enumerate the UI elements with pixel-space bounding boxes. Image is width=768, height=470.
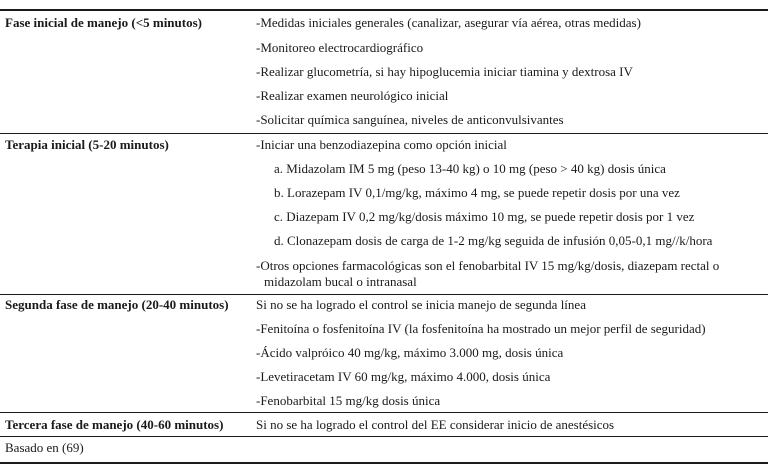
- list-item: Si no se ha logrado el control se inicia manejo de segunda línea: [256, 297, 586, 312]
- list-item: b. Lorazepam IV 0,1/mg/kg, máximo 4 mg, se puede repetir dosis por una vez: [274, 185, 680, 200]
- list-item: -Fenitoína o fosfenitoína IV (la fosfenitoína ha mostrado un mejor perfil de seguridad): [256, 321, 706, 336]
- list-item: -Monitoreo electrocardiográfico: [256, 40, 424, 55]
- list-item: -Realizar examen neurológico inicial: [256, 88, 449, 103]
- phase-initial-management: Fase inicial de manejo (<5 minutos): [5, 15, 202, 30]
- table-source-note: Basado en (69): [5, 440, 84, 455]
- phase-initial-therapy: Terapia inicial (5-20 minutos): [5, 137, 169, 152]
- phase-third-management: Tercera fase de manejo (40-60 minutos): [5, 417, 224, 432]
- list-item: c. Diazepam IV 0,2 mg/kg/dosis máximo 10 mg, se puede repetir dosis por 1 vez: [274, 209, 695, 224]
- row-divider: [0, 294, 768, 295]
- list-item: -Medidas iniciales generales (canalizar, asegurar vía aérea, otras medidas): [256, 15, 641, 30]
- list-item-continuation: midazolam bucal o intranasal: [264, 274, 417, 289]
- list-item: -Otros opciones farmacológicas son el fenobarbital IV 15 mg/kg/dosis, diazepam rectal o: [256, 258, 720, 273]
- list-item: a. Midazolam IM 5 mg (peso 13-40 kg) o 10 mg (peso > 40 kg) dosis única: [274, 161, 666, 176]
- row-divider: [0, 412, 768, 413]
- list-item: -Solicitar química sanguínea, niveles de anticonvulsivantes: [256, 112, 564, 127]
- phase-second-management: Segunda fase de manejo (20-40 minutos): [5, 297, 229, 312]
- row-divider: [0, 133, 768, 134]
- list-item: d. Clonazepam dosis de carga de 1-2 mg/kg seguida de infusión 0,05-0,1 mg//k/hora: [274, 233, 713, 248]
- bottom-rule: [0, 462, 768, 464]
- list-item: -Ácido valpróico 40 mg/kg, máximo 3.000 mg, dosis única: [256, 345, 564, 360]
- list-item: -Iniciar una benzodiazepina como opción inicial: [256, 137, 507, 152]
- list-item: -Levetiracetam IV 60 mg/kg, máximo 4.000, dosis única: [256, 369, 551, 384]
- list-item: Si no se ha logrado el control del EE considerar inicio de anestésicos: [256, 417, 615, 432]
- list-item: -Realizar glucometría, si hay hipoglucemia iniciar tiamina y dextrosa IV: [256, 64, 633, 79]
- row-divider: [0, 436, 768, 437]
- top-rule: [0, 9, 768, 11]
- list-item: -Fenobarbital 15 mg/kg dosis única: [256, 393, 441, 408]
